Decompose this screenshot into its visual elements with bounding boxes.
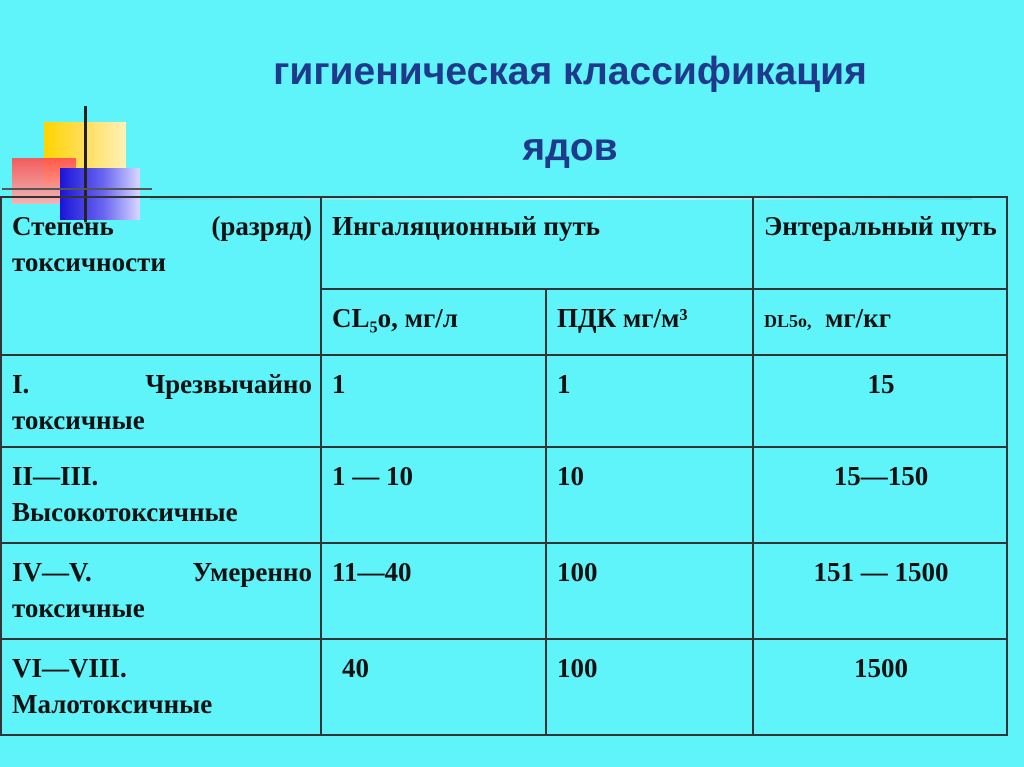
header-enteral: Энтеральный путь: [753, 197, 1007, 289]
row-pdk: 100: [546, 639, 753, 735]
header-pdk: ПДК мг/м³: [546, 289, 753, 355]
row-cl50: 1: [321, 355, 546, 447]
table-row: [1, 639, 1007, 735]
row-dl50: 15: [753, 355, 1007, 447]
row-cl50: 40: [321, 639, 546, 735]
row-pdk: 100: [546, 543, 753, 639]
header-dl50-prefix: DL5o,: [764, 311, 812, 331]
row-category: VI—VIII. Малотоксичные: [1, 639, 321, 735]
header-cl50: CL₅o, мг/л: [321, 289, 546, 355]
table-header-row: [1, 197, 1007, 289]
table-row: [1, 447, 1007, 543]
header-dl50: [753, 289, 1007, 355]
table-row: [1, 543, 1007, 639]
header-inhalation: Ингаляционный путь: [321, 197, 753, 289]
title-line-2: ядов: [522, 126, 618, 169]
slide-title: [180, 52, 960, 167]
row-dl50: 1500: [753, 639, 1007, 735]
row-pdk: 10: [546, 447, 753, 543]
header-dl50-unit: мг/кг: [825, 303, 891, 333]
decor-horizontal-line: [2, 188, 152, 190]
row-category: II—III. Высокотоксичные: [1, 447, 321, 543]
row-cl50: 11—40: [321, 543, 546, 639]
toxicity-table: [0, 196, 1008, 736]
header-category: Степень (разряд) токсичности: [1, 197, 321, 355]
row-cl50: 1 — 10: [321, 447, 546, 543]
title-line-1: гигиеническая классификация: [273, 50, 867, 93]
row-category: I. Чрезвычайно токсичные: [1, 355, 321, 447]
row-dl50: 151 — 1500: [753, 543, 1007, 639]
row-dl50: 15—150: [753, 447, 1007, 543]
row-pdk: 1: [546, 355, 753, 447]
table-row: [1, 355, 1007, 447]
row-category: IV—V. Умеренно токсичные: [1, 543, 321, 639]
